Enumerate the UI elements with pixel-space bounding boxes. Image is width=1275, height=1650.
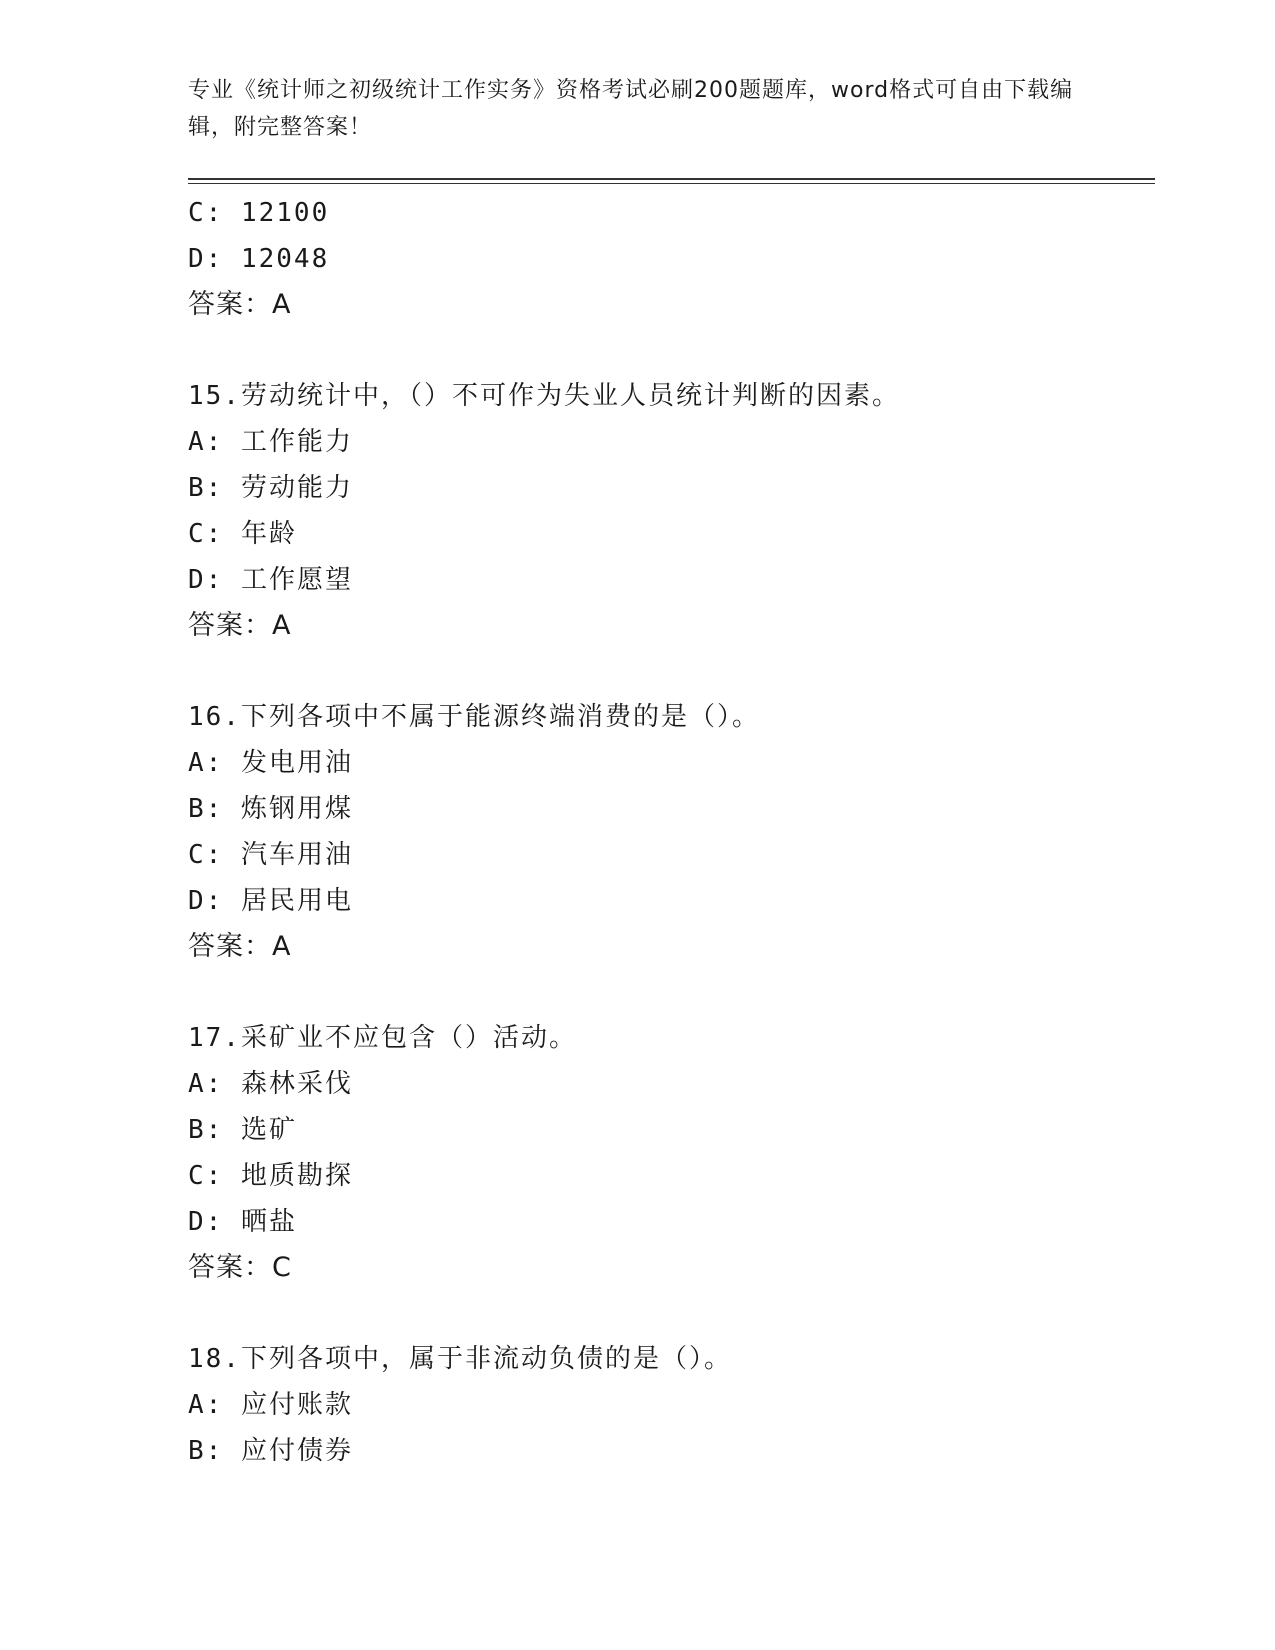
question-content [188, 190, 1148, 1474]
q17-stem: 17.采矿业不应包含（）活动。 [188, 1023, 577, 1053]
header-divider-thin [188, 183, 1155, 184]
question-spacer [188, 328, 1148, 373]
q15-option-c: C: 年龄 [188, 519, 297, 549]
question-spacer [188, 1291, 1148, 1336]
q15-option-d: D: 工作愿望 [188, 565, 353, 595]
q15-option-a: A: 工作能力 [188, 427, 353, 457]
header-divider-thick [188, 178, 1155, 180]
q16-stem: 16.下列各项中不属于能源终端消费的是（）。 [188, 702, 760, 732]
q18-option-b: B: 应付债券 [188, 1436, 353, 1466]
q16-option-d: D: 居民用电 [188, 886, 353, 916]
question-spacer [188, 970, 1148, 1015]
q16-option-c: C: 汽车用油 [188, 840, 353, 870]
q17-answer: 答案：C [188, 1252, 292, 1283]
q16-answer: 答案：A [188, 931, 292, 962]
q14-option-d: D: 12048 [188, 244, 330, 274]
q17-option-b: B: 选矿 [188, 1115, 297, 1145]
question-spacer [188, 649, 1148, 694]
q18-stem: 18.下列各项中，属于非流动负债的是（）。 [188, 1344, 732, 1374]
q17-option-a: A: 森林采伐 [188, 1069, 353, 1099]
q15-option-b: B: 劳动能力 [188, 473, 353, 503]
q16-option-b: B: 炼钢用煤 [188, 794, 353, 824]
q14-option-c: C: 12100 [188, 198, 330, 228]
q17-option-c: C: 地质勘探 [188, 1161, 353, 1191]
q14-answer: 答案：A [188, 289, 292, 320]
q16-option-a: A: 发电用油 [188, 748, 353, 778]
q15-answer: 答案：A [188, 610, 292, 641]
document-header-title: 专业《统计师之初级统计工作实务》资格考试必刷200题题库，word格式可自由下载编辑，附完整答案！ [188, 78, 1074, 140]
q18-option-a: A: 应付账款 [188, 1390, 353, 1420]
q15-stem: 15.劳动统计中，（）不可作为失业人员统计判断的因素。 [188, 381, 900, 411]
q17-option-d: D: 晒盐 [188, 1207, 297, 1237]
